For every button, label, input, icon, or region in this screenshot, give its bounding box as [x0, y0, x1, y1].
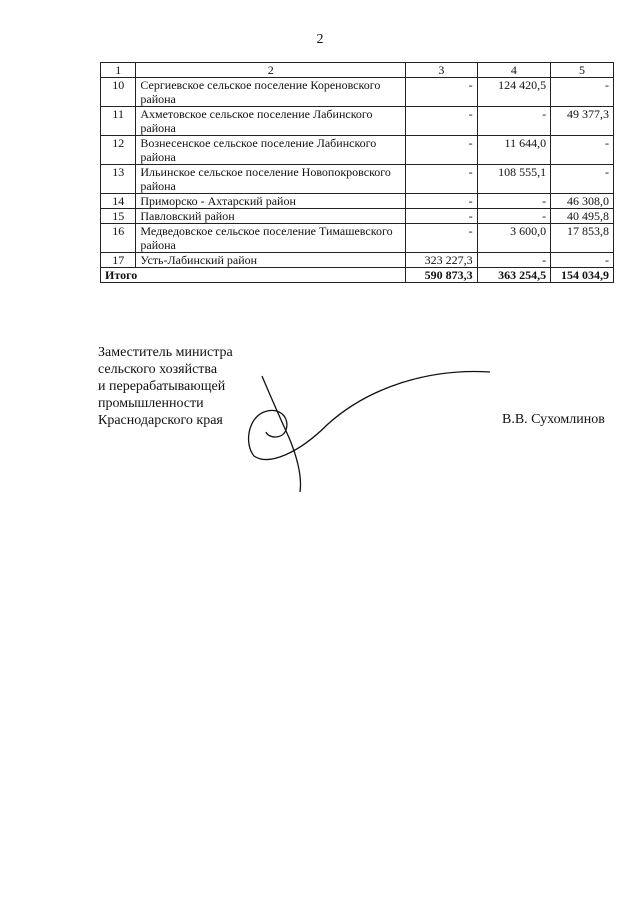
row-col-4: 108 555,1 — [477, 165, 550, 194]
header-col-4: 4 — [477, 63, 550, 78]
row-col-5: 49 377,3 — [551, 107, 614, 136]
row-col-4: 124 420,5 — [477, 78, 550, 107]
header-col-1: 1 — [101, 63, 136, 78]
row-name: Приморско - Ахтарский район — [136, 194, 406, 209]
total-col-5: 154 034,9 — [551, 268, 614, 283]
table-header-row — [101, 63, 614, 78]
table-row — [101, 165, 614, 194]
row-col-5: 40 495,8 — [551, 209, 614, 224]
row-col-3: 323 227,3 — [406, 253, 478, 268]
total-label: Итого — [101, 268, 406, 283]
row-col-3: - — [406, 165, 478, 194]
row-number: 12 — [101, 136, 136, 165]
row-number: 16 — [101, 224, 136, 253]
row-name: Сергиевское сельское поселение Кореновского района — [136, 78, 406, 107]
row-col-4: - — [477, 209, 550, 224]
total-col-4: 363 254,5 — [477, 268, 550, 283]
row-col-3: - — [406, 194, 478, 209]
row-number: 11 — [101, 107, 136, 136]
row-col-4: - — [477, 107, 550, 136]
table-row — [101, 107, 614, 136]
row-col-4: - — [477, 253, 550, 268]
table-row — [101, 136, 614, 165]
row-col-5: 17 853,8 — [551, 224, 614, 253]
signatory-name: В.В. Сухомлинов — [502, 412, 605, 427]
signatory-title-line: Заместитель министра — [98, 345, 233, 360]
header-col-5: 5 — [551, 63, 614, 78]
row-name: Вознесенское сельское поселение Лабинского района — [136, 136, 406, 165]
signatory-title-line: Краснодарского края — [98, 413, 223, 428]
allocation-table — [100, 62, 614, 283]
row-name: Медведовское сельское поселение Тимашевского района — [136, 224, 406, 253]
row-name: Ильинское сельское поселение Новопокровского района — [136, 165, 406, 194]
header-col-3: 3 — [406, 63, 478, 78]
header-col-2: 2 — [136, 63, 406, 78]
row-number: 17 — [101, 253, 136, 268]
signatory-title-line: и перерабатывающей — [98, 379, 226, 394]
row-col-5: - — [551, 253, 614, 268]
table-row — [101, 194, 614, 209]
signatory-title — [98, 344, 233, 429]
row-number: 15 — [101, 209, 136, 224]
row-col-5: - — [551, 78, 614, 107]
table-row — [101, 209, 614, 224]
row-col-3: - — [406, 78, 478, 107]
row-name: Павловский район — [136, 209, 406, 224]
row-col-3: - — [406, 224, 478, 253]
row-number: 13 — [101, 165, 136, 194]
row-col-4: - — [477, 194, 550, 209]
page-number: 2 — [316, 32, 324, 47]
table-row — [101, 224, 614, 253]
row-number: 14 — [101, 194, 136, 209]
row-col-5: - — [551, 136, 614, 165]
row-col-3: - — [406, 107, 478, 136]
row-col-3: - — [406, 209, 478, 224]
row-col-4: 11 644,0 — [477, 136, 550, 165]
signatory-title-line: промышленности — [98, 396, 204, 411]
signatory-title-line: сельского хозяйства — [98, 362, 218, 377]
row-name: Ахметовское сельское поселение Лабинского района — [136, 107, 406, 136]
table-row — [101, 253, 614, 268]
row-number: 10 — [101, 78, 136, 107]
total-row — [101, 268, 614, 283]
row-col-3: - — [406, 136, 478, 165]
total-col-3: 590 873,3 — [406, 268, 478, 283]
row-name: Усть-Лабинский район — [136, 253, 406, 268]
table-row — [101, 78, 614, 107]
row-col-4: 3 600,0 — [477, 224, 550, 253]
handwritten-signature — [228, 360, 498, 495]
row-col-5: - — [551, 165, 614, 194]
row-col-5: 46 308,0 — [551, 194, 614, 209]
